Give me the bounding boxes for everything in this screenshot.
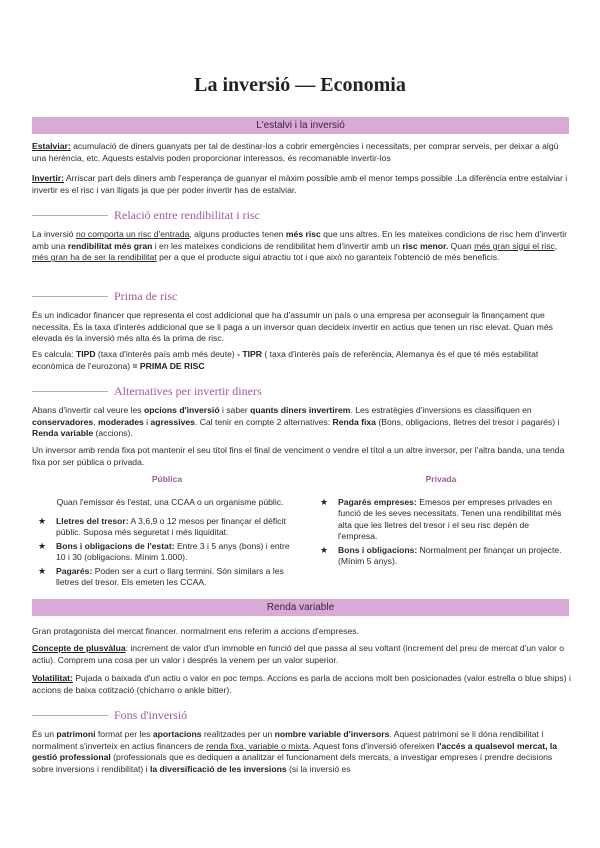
section-heading-prima [32, 289, 572, 304]
section-heading-text: Fons d'inversió [114, 708, 188, 722]
paragraph-plusvalua [32, 643, 574, 666]
text-run: . Les estratègies d'inversions es classifiquen en [350, 405, 532, 415]
text-run: (accions). [93, 428, 133, 439]
bold-run: Renda fixa [332, 416, 376, 427]
text-run: ( taxa d'interès país de referència, Alemanya és el que té més estabilitat econòmica de l'eurozona) [32, 349, 539, 371]
bold-run: = PRIMA DE RISC [132, 360, 205, 371]
definition-volatilitat: Pujada o baixada d'un actiu o valor en poc temps. Accions es parla de accions molt ben posicionades (valor estrella o blue ships) i accions de baixa cotització (chicharro o ankle bitter). [32, 673, 571, 695]
list-item [36, 516, 292, 539]
paragraph-volatilitat [32, 673, 574, 696]
section-band-renda-variable: Renda variable [32, 599, 569, 616]
paragraph-invertir [32, 173, 574, 196]
text-run: , alguns productes tenen [189, 229, 286, 239]
paragraph-prima: És un indicador financer que representa el cost addicional que ha d'assumir un país o una empresa per aconseguir la finançament que necessita. És la taxa d'interès addicional que se li paga a un inversor quan decideix invertir en actius que tenen un risc elevat. Quan més elevada és la inversió més alta és la prima de risc. [32, 310, 553, 344]
bold-run: l'accés a qualsevol mercat, la gestió professional [32, 740, 558, 763]
text-run: . Cal tenir en compte 2 alternatives: [194, 416, 333, 427]
item-text: Normalment per finançar un projecte. (Mínim 5 anys). [338, 544, 562, 567]
item-term: Pagarés empreses: [338, 497, 417, 507]
column-heading-privada: Privada [425, 474, 457, 484]
bold-run: quants diners invertirem [250, 405, 351, 415]
text-run: Quan [448, 240, 475, 251]
text-run: i [143, 416, 151, 427]
underlined-run: més gran sigui el risc, més gran ha de ser la rendibilitat [32, 240, 558, 263]
item-term: Pagarés: [56, 565, 93, 576]
section-heading-text: Prima de risc [114, 289, 178, 303]
definition-plusvalua: : increment de valor d'un immoble en funció del que passa al seu voltant (increment del preu de mercat d'un valor o actiu). Comprem una cosa per un valor i després la venem per un valor superior. [32, 643, 565, 665]
text-run: i en les mateixes condicions de rendibilitat hem d'invertir amb un [152, 240, 403, 251]
bold-run: - TIPR [237, 349, 262, 359]
section-heading-relacio [32, 208, 572, 223]
term-volatilitat: Volatilitat: [32, 673, 73, 683]
text-run: . Aquest patrimoni se li dóna rendibilitat i normalment s'inverteix en actius financers de [32, 729, 544, 751]
term-invertir: Invertir: [32, 173, 64, 183]
paragraph-estalviar [32, 141, 574, 164]
column-heading-publica: Pública [151, 474, 183, 484]
paragraph-renda-variable-intro: Gran protagonista del mercat financer. normalment ens referim a accions d'empreses. [32, 626, 359, 636]
section-band-estalvi: L'estalvi i la inversió [32, 117, 569, 134]
term-plusvalua: Concepte de plusvàlua [32, 643, 126, 653]
privada-list [318, 497, 562, 569]
bold-run: Renda variable [32, 428, 94, 439]
star-icon: ★ [38, 516, 47, 526]
heading-rule [32, 391, 108, 392]
text-run: Abans d'invertir cal veure les [32, 405, 144, 415]
text-run: i saber [219, 405, 251, 415]
term-estalviar: Estalviar: [32, 141, 71, 151]
section-heading-fons [32, 708, 572, 723]
item-term: Bons i obligacions: [338, 544, 418, 555]
text-run: (professionals que es dediquen a analitzar el funcionament dels mercats, a investigar empreses i prendre decisions sobre inversions i rendibilitat) i [32, 752, 553, 774]
item-term: Bons i obligacions de l'estat: [56, 540, 175, 551]
section-heading-alternatives [32, 384, 572, 399]
definition-invertir: Arriscar part dels diners amb l'esperança de guanyar el màxim possible amb el menor temps possible .La diferència entre estalviar i invertir es el risc i van lligats ja que per poder invertir has de estalviar. [32, 173, 568, 195]
item-text: Poden ser a curt o llarg termini. Són similars a les lletres del tresor. Els emeten les CCAA. [56, 565, 284, 588]
definition-estalviar: acumulació de diners guanyats per tal de destinar-los a cobrir emergències i necessitats, per comprar serveis, per deixar a algú una herència, etc. Aquests estalvis poden proporcionar interessos, és recomanable invertir-los [32, 141, 559, 163]
star-icon: ★ [320, 497, 329, 507]
text-run: format per les [95, 729, 153, 739]
item-text: Entre 3 i 5 anys (bons) i entre 10 i 30 (obligacions. Mínim 1.000). [56, 540, 290, 563]
heading-rule [32, 715, 108, 716]
heading-rule [32, 215, 108, 216]
section-heading-text: Alternatives per invertir diners [114, 384, 262, 398]
bold-run: la diversificació de les inversions [149, 763, 287, 774]
list-item [318, 545, 562, 568]
bold-run: més risc [285, 229, 321, 239]
bold-run: opcions d'inversió [143, 405, 220, 415]
paragraph-fons [32, 729, 574, 775]
bold-run: nombre variable d'inversors [274, 729, 390, 739]
underlined-run: no comporta un risc d'entrada [75, 229, 190, 239]
underlined-run: renda fixa, variable o mixta [206, 740, 309, 751]
list-item [318, 497, 562, 543]
publica-intro: Quan l'emissor és l'estat, una CCAA o un organisme públic. [56, 497, 284, 507]
bold-run: TIPD [75, 349, 96, 359]
item-text: A 3,6,9 o 12 mesos per finançar el dèficit públic. Suposa més seguretat i més liquiditat. [56, 516, 286, 538]
paragraph-alternatives [32, 405, 574, 440]
heading-rule [32, 296, 108, 297]
text-run: (taxa d'interès país amb més deute) [95, 349, 238, 359]
paragraph-calcula [32, 349, 574, 372]
text-run: . Aquest fons d'inversió ofereixen [308, 740, 438, 751]
text-run: És un [32, 729, 57, 739]
bold-run: agressives [150, 416, 195, 427]
bold-run: conservadores [32, 416, 94, 427]
bold-run: rendibilitat més gran [67, 240, 153, 251]
star-icon: ★ [38, 565, 47, 576]
bold-run: risc menor. [402, 240, 449, 251]
star-icon: ★ [38, 540, 47, 551]
list-item [36, 566, 292, 589]
text-run: realitzades per un [201, 729, 275, 739]
star-icon: ★ [320, 544, 329, 555]
paragraph-relacio [32, 229, 574, 264]
paragraph-renda-fixa: Un inversor amb renda fixa pot mantenir el seu títol fins el final de venciment o vendre el títol a un altre inversor, per l'altra banda, una tenda fixa por ser pública o privada. [32, 445, 565, 467]
bold-run: moderades [97, 416, 144, 427]
text-run: (Bons, obligacions, lletres del tresor i pagarés) i [375, 416, 560, 427]
text-run: per a que el producte sigui atractiu tot i que això no garanteix l'obtenció de més beneficis. [156, 252, 500, 263]
section-heading-text: Relació entre rendibilitat i risc [114, 208, 260, 222]
text-run: , [93, 416, 98, 427]
text-run: La inversió [32, 229, 76, 239]
page-title: La inversió — Economia [194, 74, 406, 96]
item-term: Lletres del tresor: [56, 516, 129, 526]
bold-run: aportacions [152, 729, 202, 739]
list-item [36, 541, 292, 564]
text-run: Es calcula: [32, 349, 76, 359]
bold-run: patrimoni [56, 729, 96, 739]
item-text: Emesos per empreses privades en funció de les seves necessitats. Tenen una rendibilitat més alta que les lletres del tresor i el seu risc depèn de l'empresa. [338, 497, 562, 542]
text-run: (si la inversió es [286, 763, 351, 774]
publica-list [36, 516, 292, 590]
text-run: que uns altres. En les mateixes condicions de risc hem d'invertir amb una [32, 229, 567, 251]
